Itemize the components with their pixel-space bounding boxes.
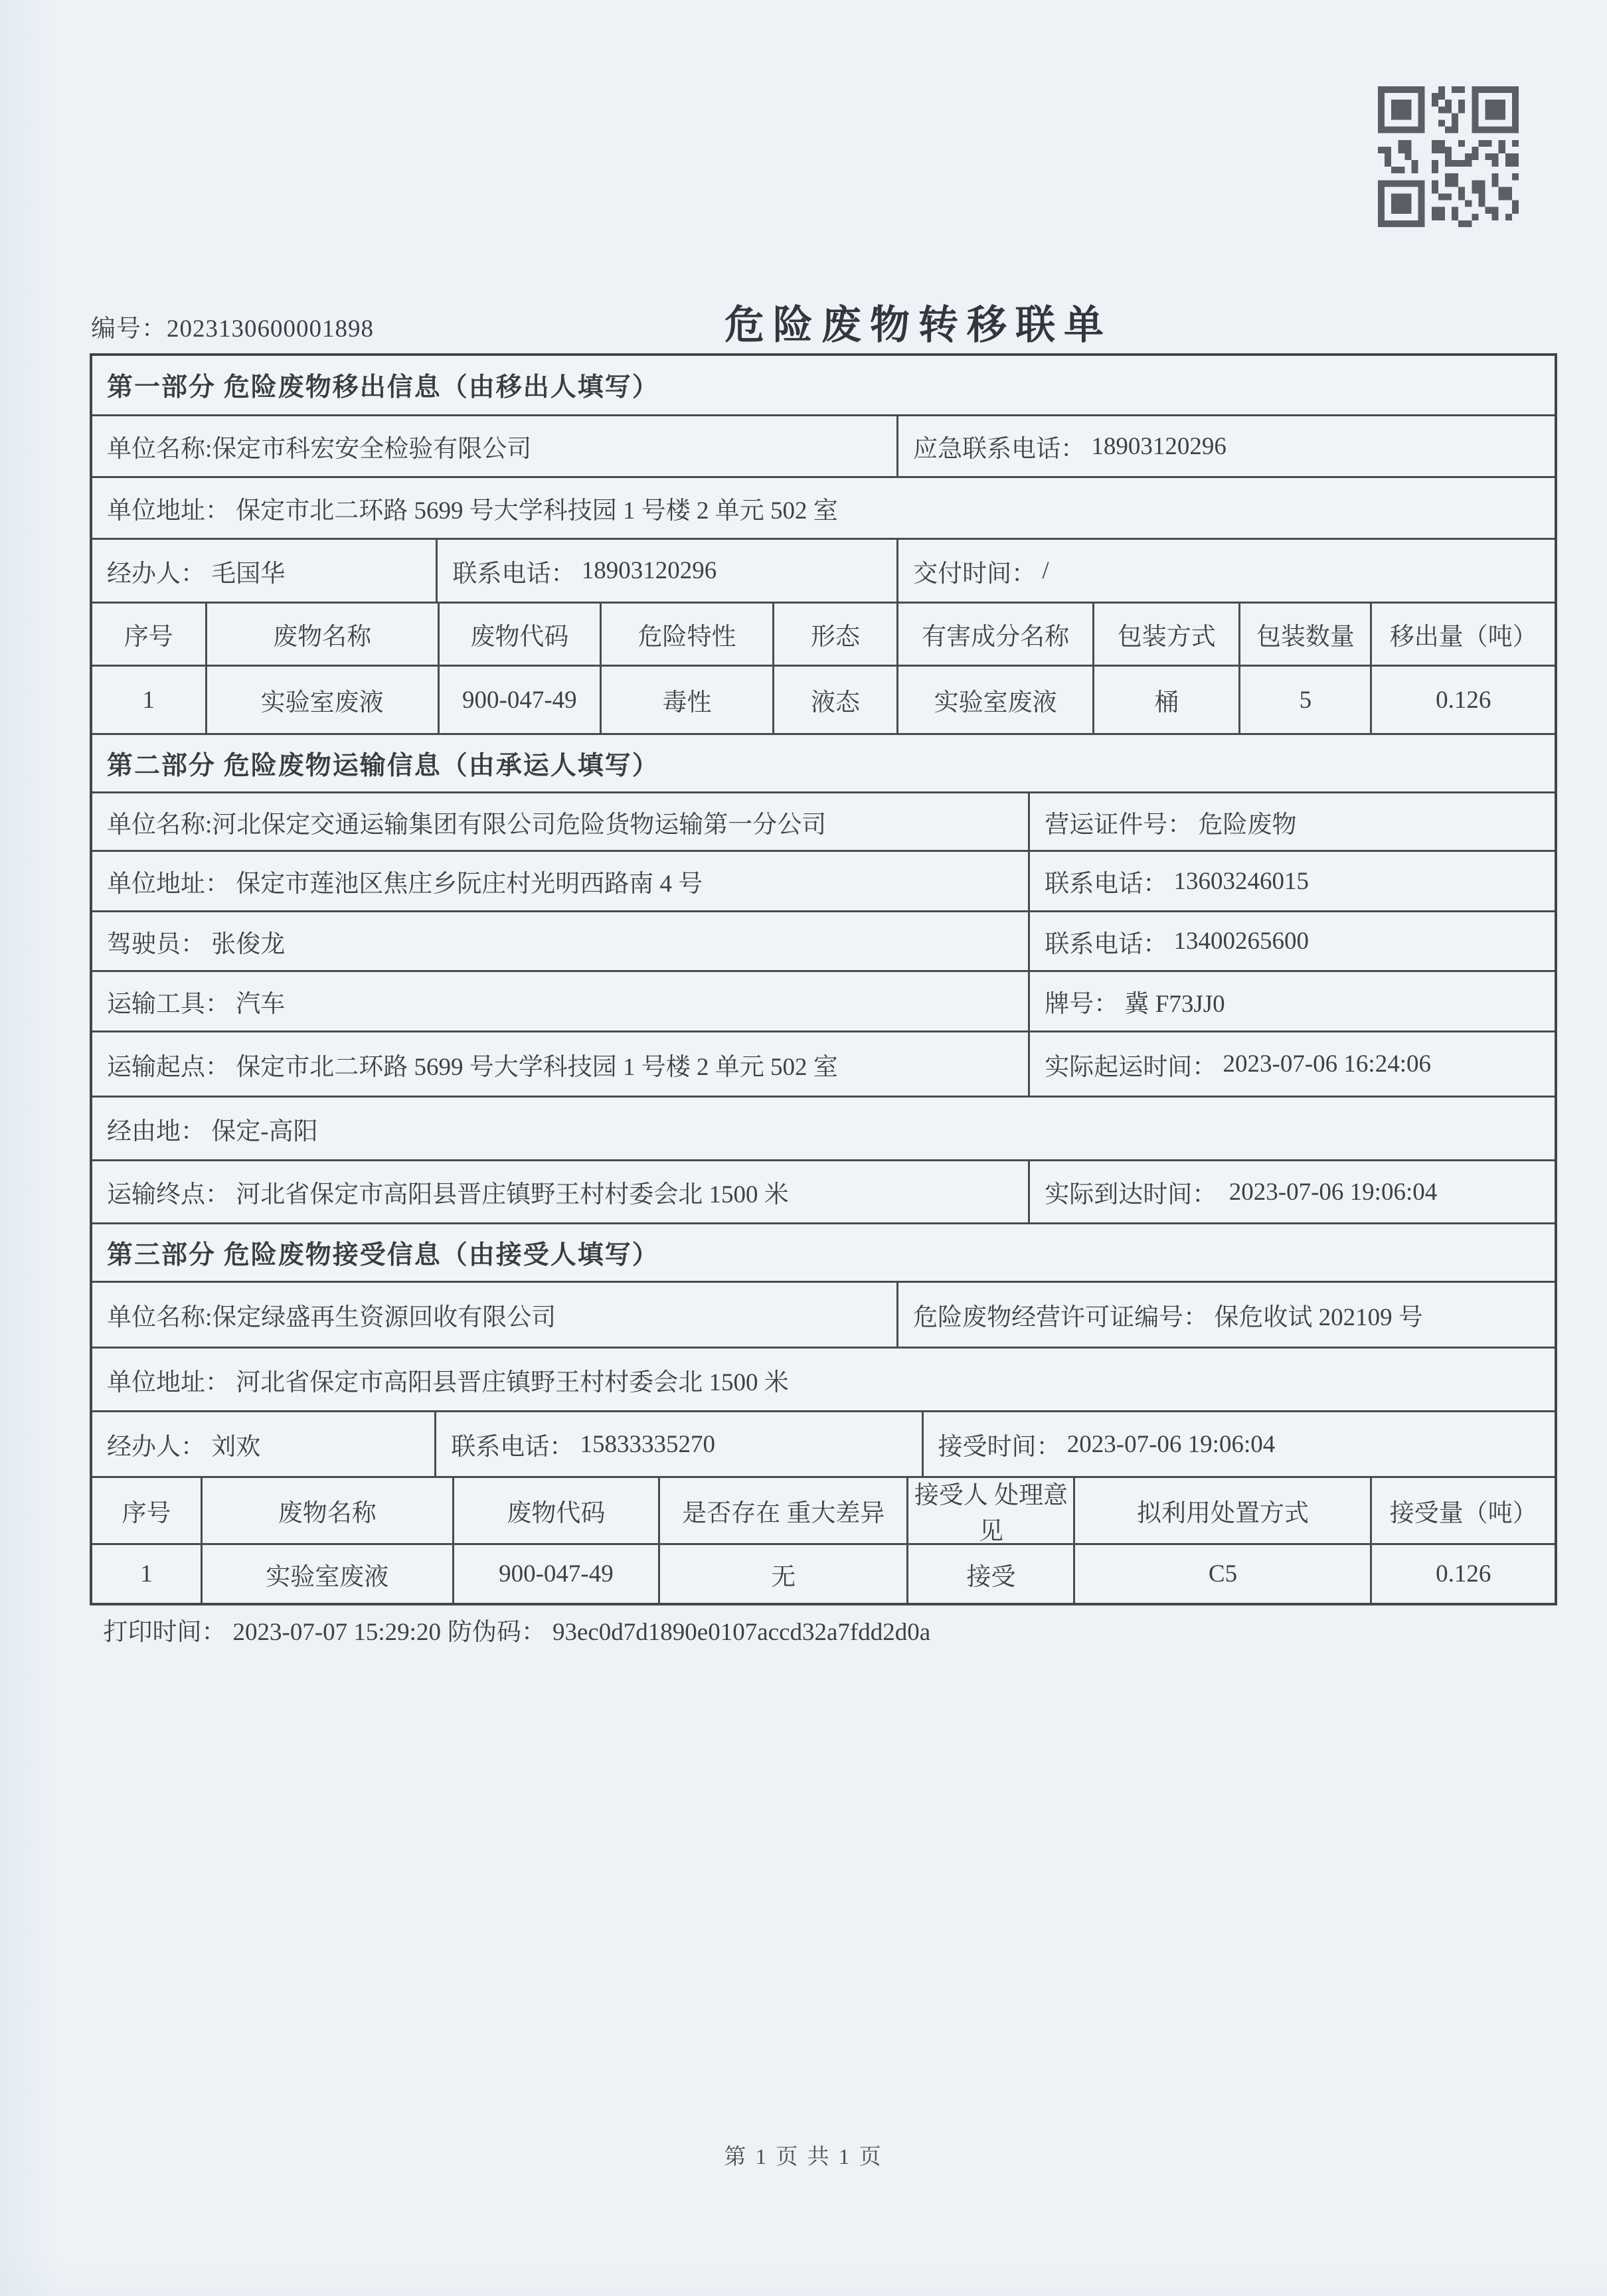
s2-unit-address-label: 单位地址：	[107, 870, 236, 898]
receive-col-name: 废物名称	[201, 1478, 452, 1543]
section3-header-row	[92, 1222, 1555, 1281]
serial-number	[91, 308, 374, 344]
s1-emergency-phone-value: 18903120296	[1091, 432, 1226, 460]
section1-waste-data-row	[92, 665, 1555, 733]
s3-unit-address-label: 单位地址：	[107, 1368, 236, 1396]
s1-phone-cell	[436, 540, 896, 602]
s2-unit-name-label: 单位名称:	[107, 811, 212, 839]
waste-name: 实验室废液	[205, 667, 438, 733]
s3-phone-cell	[434, 1412, 921, 1476]
document-header	[90, 292, 1557, 356]
s2-origin-value: 保定市北二环路 5699 号大学科技园 1 号楼 2 单元 502 室	[236, 1053, 838, 1081]
page-number-footer: 第 1 页 共 1 页	[724, 2145, 883, 2169]
s2-driver-label: 驾驶员：	[107, 930, 212, 958]
print-info-line	[91, 1583, 937, 1647]
section2-destination-row	[92, 1159, 1555, 1222]
waste-col-packing: 包装方式	[1092, 604, 1238, 665]
s2-arrival-time-label: 实际到达时间：	[1045, 1181, 1229, 1208]
s2-destination-value: 河北省保定市高阳县晋庄镇野王村村委会北 1500 米	[236, 1181, 789, 1208]
section1-header-row	[92, 356, 1555, 414]
s1-agent-cell	[92, 540, 436, 602]
s2-depart-time-value: 2023-07-06 16:24:06	[1223, 1050, 1431, 1078]
s3-license-value: 保危收试 202109 号	[1214, 1304, 1423, 1331]
s1-unit-address-value: 保定市北二环路 5699 号大学科技园 1 号楼 2 单元 502 室	[236, 497, 838, 525]
s3-receive-time-label: 接受时间：	[938, 1434, 1067, 1461]
waste-code: 900-047-49	[438, 667, 600, 733]
receive-amount: 0.126	[1370, 1545, 1555, 1603]
s2-arrival-time-value: 2023-07-06 19:06:04	[1228, 1178, 1438, 1206]
section3-unit-row	[92, 1281, 1555, 1347]
s3-license-cell	[896, 1283, 1555, 1347]
s1-emergency-phone-label: 应急联系电话：	[913, 436, 1092, 463]
receive-col-discrepancy: 是否存在 重大差异	[658, 1478, 906, 1543]
s2-destination-cell	[92, 1161, 1028, 1222]
section2-origin-row	[92, 1030, 1555, 1096]
waste-packing: 桶	[1092, 667, 1238, 733]
page-title: 危险废物转移联单	[724, 303, 1112, 347]
anticounterfeit-label: 防伪码：	[447, 1619, 546, 1646]
s3-agent-label: 经办人：	[107, 1434, 212, 1461]
s1-emergency-phone-cell	[896, 416, 1555, 476]
s1-unit-address-label: 单位地址：	[107, 497, 236, 525]
s1-phone-label: 联系电话：	[452, 560, 582, 588]
waste-amount: 0.126	[1370, 667, 1555, 733]
s3-unit-name-label: 单位名称:	[107, 1304, 212, 1331]
s2-plate-label: 牌号：	[1045, 991, 1125, 1018]
s1-unit-address-cell	[92, 478, 1555, 538]
receive-col-code: 废物代码	[452, 1478, 658, 1543]
receive-index: 1	[140, 1560, 153, 1588]
s2-driver-cell	[92, 912, 1028, 970]
s3-phone-label: 联系电话：	[451, 1434, 580, 1461]
s2-origin-cell	[92, 1032, 1028, 1096]
s2-unit-name-value: 河北保定交通运输集团有限公司危险货物运输第一分公司	[212, 811, 827, 839]
s3-unit-name-value: 保定绿盛再生资源回收有限公司	[212, 1304, 556, 1331]
receive-disposal: C5	[1073, 1545, 1370, 1603]
waste-col-form: 形态	[772, 604, 896, 665]
section3-address-row	[92, 1347, 1555, 1410]
s2-arrival-time-cell	[1028, 1161, 1555, 1222]
receive-col-disposal: 拟利用处置方式	[1073, 1478, 1370, 1543]
serial-label: 编号：	[91, 315, 167, 343]
section3-agent-row	[92, 1410, 1555, 1476]
section2-driver-row	[92, 910, 1555, 970]
section1-agent-row	[92, 538, 1555, 602]
s1-delivery-time-label: 交付时间：	[913, 560, 1043, 588]
s2-license-cell	[1028, 793, 1555, 850]
s2-via-cell	[92, 1098, 1555, 1159]
s1-delivery-time-value: /	[1042, 557, 1049, 584]
section2-unit-row	[92, 791, 1555, 850]
waste-package-count: 5	[1238, 667, 1370, 733]
s3-unit-address-value: 河北省保定市高阳县晋庄镇野王村村委会北 1500 米	[236, 1368, 789, 1396]
s3-agent-cell	[92, 1412, 434, 1476]
waste-component: 实验室废液	[896, 667, 1092, 733]
anticounterfeit-code: 93ec0d7d1890e0107accd32a7fdd2d0a	[552, 1619, 931, 1646]
s1-phone-value: 18903120296	[581, 557, 717, 584]
s2-destination-label: 运输终点：	[107, 1181, 236, 1208]
s2-depart-time-cell	[1028, 1032, 1555, 1096]
s3-unit-name-cell	[92, 1283, 896, 1347]
waste-col-package-count: 包装数量	[1238, 604, 1370, 665]
receive-code: 900-047-49	[452, 1545, 658, 1603]
waste-col-amount: 移出量（吨）	[1370, 604, 1555, 665]
s3-unit-address-cell	[92, 1349, 1555, 1410]
waste-col-component: 有害成分名称	[896, 604, 1092, 665]
s1-unit-name-cell	[92, 416, 896, 476]
manifest-table	[90, 353, 1557, 1605]
receive-discrepancy: 无	[658, 1545, 906, 1603]
receive-col-index: 序号	[122, 1500, 171, 1527]
qr-code	[1378, 86, 1519, 227]
s2-unit-name-cell	[92, 793, 1028, 850]
section2-address-row	[92, 850, 1555, 910]
s1-delivery-time-cell	[896, 540, 1555, 602]
s3-receive-time-cell	[922, 1412, 1555, 1476]
receive-col-amount: 接受量（吨）	[1370, 1478, 1555, 1543]
s2-plate-cell	[1028, 972, 1555, 1030]
waste-hazard: 毒性	[600, 667, 772, 733]
section3-title: 第三部分 危险废物接受信息（由接受人填写）	[107, 1240, 659, 1270]
s2-phone1-label: 联系电话：	[1045, 870, 1174, 898]
s1-agent-value: 毛国华	[211, 560, 286, 588]
waste-col-index: 序号	[124, 623, 173, 651]
s3-receive-time-value: 2023-07-06 19:06:04	[1066, 1430, 1276, 1458]
s2-via-value: 保定-高阳	[211, 1117, 318, 1145]
section2-vehicle-row	[92, 970, 1555, 1030]
s1-unit-name-value: 保定市科宏安全检验有限公司	[212, 436, 532, 463]
section1-waste-header-row	[92, 602, 1555, 665]
serial-value: 2023130600001898	[167, 315, 374, 343]
s2-origin-label: 运输起点：	[107, 1053, 236, 1081]
s2-phone2-cell	[1028, 912, 1555, 970]
s3-phone-value: 15833335270	[580, 1430, 716, 1458]
s2-phone2-value: 13400265600	[1173, 928, 1310, 955]
waste-col-name: 废物名称	[205, 604, 438, 665]
s2-vehicle-value: 汽车	[236, 991, 286, 1018]
s2-via-label: 经由地：	[107, 1117, 212, 1145]
s1-agent-label: 经办人：	[107, 560, 212, 588]
s2-unit-address-cell	[92, 852, 1028, 910]
s2-vehicle-label: 运输工具：	[107, 991, 236, 1018]
waste-col-hazard: 危险特性	[600, 604, 772, 665]
receive-name: 实验室废液	[201, 1545, 452, 1603]
s2-phone2-label: 联系电话：	[1045, 930, 1174, 958]
s3-agent-value: 刘欢	[211, 1434, 261, 1461]
s2-license-value: 危险废物	[1198, 811, 1297, 839]
section2-header-row	[92, 733, 1555, 791]
receive-col-opinion: 接受人 处理意见	[906, 1478, 1073, 1543]
s2-license-label: 营运证件号：	[1045, 811, 1199, 839]
section1-title: 第一部分 危险废物移出信息（由移出人填写）	[107, 373, 659, 402]
s1-unit-name-label: 单位名称:	[107, 436, 212, 463]
s3-license-label: 危险废物经营许可证编号：	[913, 1304, 1215, 1331]
s2-unit-address-value: 保定市莲池区焦庄乡阮庄村光明西路南 4 号	[236, 870, 703, 898]
waste-col-code: 废物代码	[438, 604, 600, 665]
section2-title: 第二部分 危险废物运输信息（由承运人填写）	[107, 751, 659, 780]
receive-opinion: 接受	[906, 1545, 1073, 1603]
print-time-value: 2023-07-07 15:29:20	[232, 1619, 441, 1646]
print-time-label: 打印时间：	[103, 1619, 226, 1646]
section1-address-row	[92, 476, 1555, 538]
waste-index: 1	[142, 686, 155, 714]
s2-phone1-cell	[1028, 852, 1555, 910]
section1-unit-row	[92, 414, 1555, 476]
s2-plate-value: 冀 F73JJ0	[1124, 991, 1225, 1018]
s2-phone1-value: 13603246015	[1173, 867, 1310, 895]
section3-receive-header-row	[92, 1476, 1555, 1543]
waste-form: 液态	[772, 667, 896, 733]
s2-driver-value: 张俊龙	[211, 930, 286, 958]
section2-via-row	[92, 1096, 1555, 1159]
s2-depart-time-label: 实际起运时间：	[1045, 1053, 1223, 1081]
s2-vehicle-cell	[92, 972, 1028, 1030]
